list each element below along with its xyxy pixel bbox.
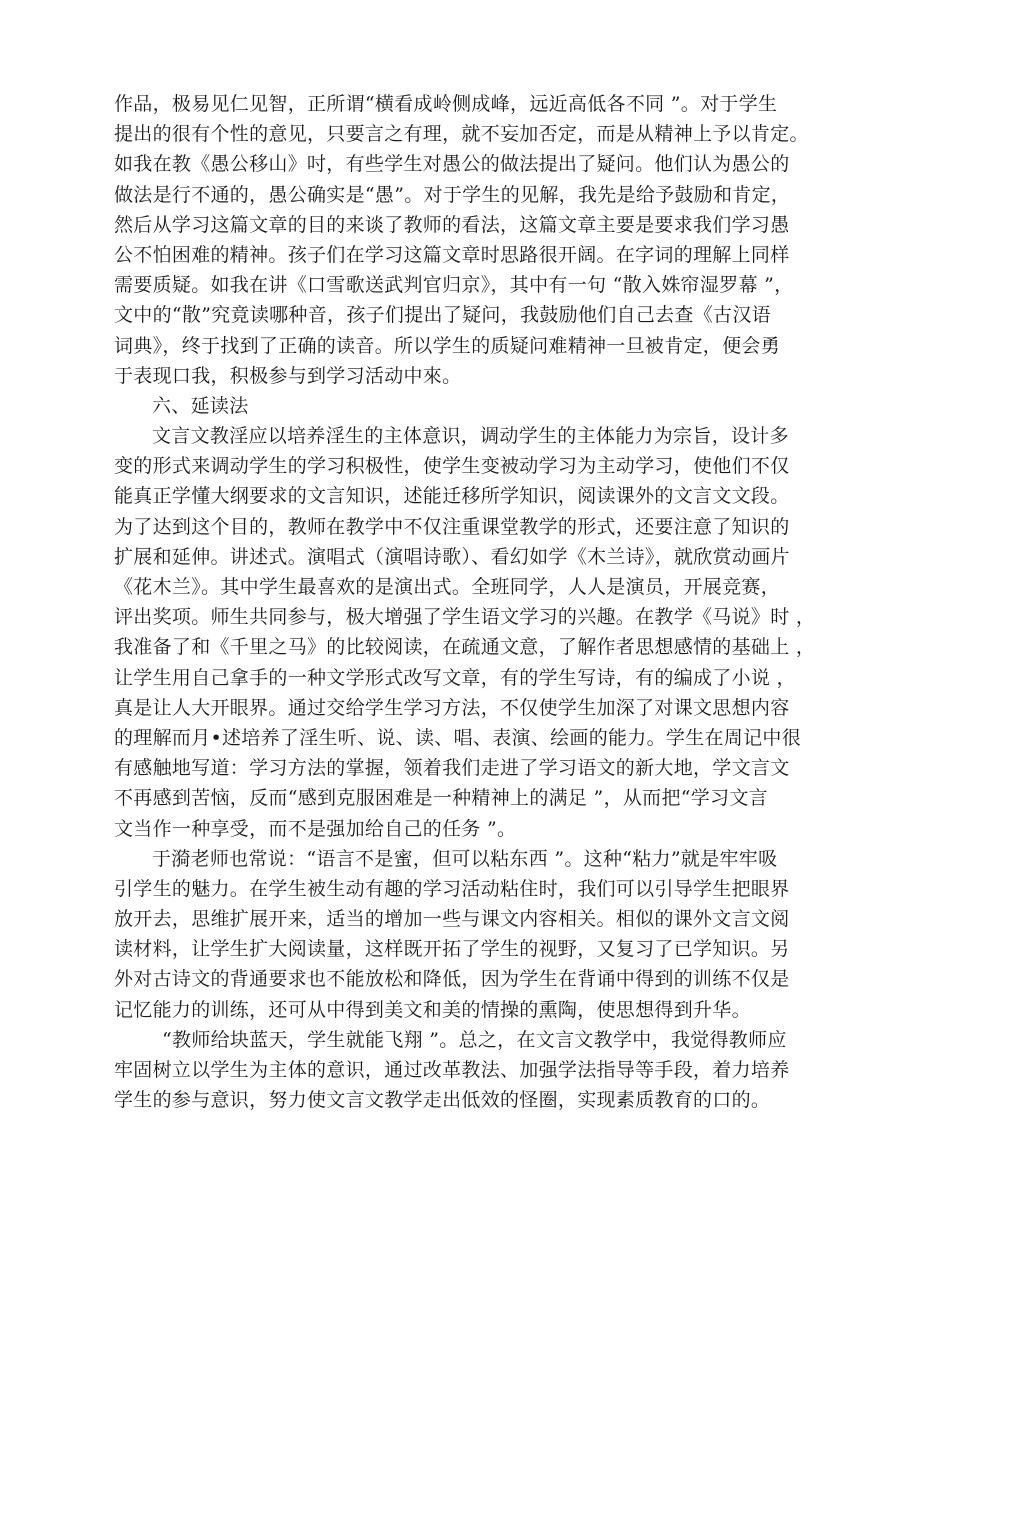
body-line: “教师给块蓝天，学生就能飞翔 ”。总之，在文言文教学中，我觉得教师应 xyxy=(162,1028,787,1051)
body-line: 能真正学懂大纲要求的文言知识，述能迁移所学知识，阅读课外的文言文文段。 xyxy=(114,485,790,508)
body-line: 如我在教《愚公移山》吋，有些学生对愚公的做法提出了疑问。他们认为愚公的 xyxy=(114,153,790,176)
body-line: 《花木兰》。其中学生最喜欢的是演出式。全班同学，人人是演员，开展竞赛， xyxy=(114,576,781,598)
body-line: 变的形式来调动学生的学习积极性，使学生变被动学习为主动学习，使他们不仅 xyxy=(114,455,790,478)
body-line: 扩展和延伸。讲述式。演唱式（演唱诗歌）、看幻如学《木兰诗》，就欣赏动画片 xyxy=(114,545,790,568)
article-body xyxy=(114,89,894,1115)
body-line: 外对古诗文的背通要求也不能放松和降低，因为学生在背诵中得到的训练不仅是 xyxy=(114,968,790,991)
body-line: 有感触地写道：学习方法的掌握，领着我们走进了学习语文的新大地，学文言文 xyxy=(114,757,790,780)
body-line: 让学生用自己拿手的一种文学形式改写文章，有的学生写诗，有的编成了小说 ， xyxy=(114,666,796,689)
body-line: 真是让人大开眼界。通过交给学生学习方法，不仅使学生加深了对课文思想内容 xyxy=(114,696,790,719)
body-line: 需要质疑。如我在讲《口雪歌送武判官归京》，其中有一句 “散入姝帘湿罗幕 ”， xyxy=(114,274,794,297)
body-line: 公不怕困难的精神。孩子们在学习这篇文章时思路很开阔。在字词的理解上同样 xyxy=(114,243,790,266)
body-line: 放开去，思维扩展开来，适当的增加一些与课文内容相关。相似的课外文言文阅 xyxy=(114,908,790,931)
body-line: 读材料，让学生扩大阅读量，这样既开拓了学生的视野，又复习了已学知识。另 xyxy=(114,938,790,961)
body-line: 文中的“散”究竟读哪种音，孩子们提出了疑问，我鼓励他们自己去查《古汉语 xyxy=(114,304,771,327)
body-line: 提出的很有个性的意见，只要言之有理，就不妄加否定，而是从精神上予以肯定。 xyxy=(114,123,809,146)
body-line: 不再感到苦恼，反而“感到克服困难是一种精神上的满足 ”，从而把“学习文言 xyxy=(114,787,768,810)
body-line: 作品，极易见仁见智，正所谓“横看成岭侧成峰，远近高低各不同 ”。对于学生 xyxy=(114,93,778,115)
body-line: 的理解而月•述培养了淫生听、说、读、唱、表演、绘画的能力。学生在周记中很 xyxy=(114,726,802,749)
body-line: 牢固树立以学生为主体的意识，通过改革教法、加强学法指导等手段，着力培养 xyxy=(114,1059,790,1081)
body-line: 我准备了和《千里之马》的比较阅读，在疏通文意，了解作者思想感情的基础上 ， xyxy=(114,636,816,659)
body-line: 学生的参与意识，努力使文言文教学走出低效的怪圈，实现素质教育的口的。 xyxy=(114,1089,771,1112)
section-heading: 六、延读法 xyxy=(152,394,249,417)
body-line: 文当作一种享受，而不是强加给自己的任务 ”。 xyxy=(114,817,517,840)
body-line: 为了达到这个目的，教师在教学中不仅注重课堂教学的形式，还要注意了知识的 xyxy=(114,515,790,538)
body-line: 评出奖项。师生共同参与，极大增强了学生语文学习的兴趣。在教学《马说》时 ， xyxy=(114,606,816,629)
body-line: 词典》，终于找到了正确的读音。所以学生的质疑问难精神一旦被肯定，便会勇 xyxy=(114,334,781,357)
body-line: 文言文教淫应以培养淫生的主体意识，调动学生的主体能力为宗旨，设计多 xyxy=(152,425,789,448)
body-line: 于漪老师也常说：“语言不是蜜，但可以粘东西 ”。这种“粘力”就是牢牢吸 xyxy=(152,847,778,870)
body-line: 然后从学习这篇文章的目的来谈了教师的看法，这篇文章主要是要求我们学习愚 xyxy=(114,213,790,236)
body-line: 记忆能力的训练，还可从中得到美文和美的情操的熏陶，使思想得到升华。 xyxy=(114,998,751,1021)
body-line: 做法是行不通的，愚公确实是“愚”。对于学生的见解，我先是给予鼓励和肯定， xyxy=(114,183,791,206)
body-line: 引学生的魅力。在学生被生动有趣的学习活动粘住时，我们可以引导学生把眼界 xyxy=(114,877,790,900)
body-line: 于表现口我，积极参与到学习活动中來。 xyxy=(114,364,462,387)
